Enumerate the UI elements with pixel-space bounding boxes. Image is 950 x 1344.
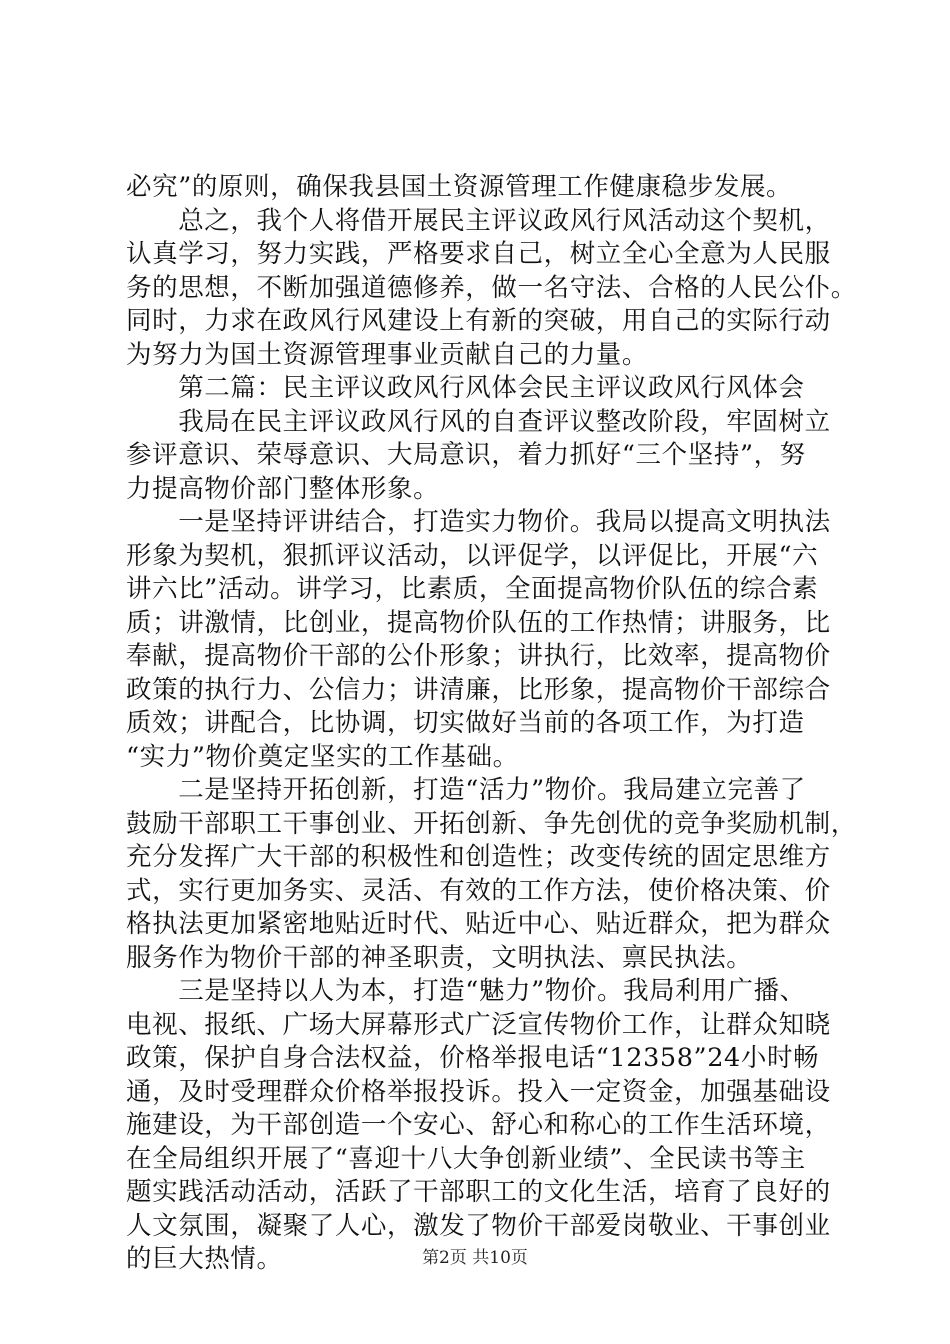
text-line: 形象为契机，狠抓评议活动，以评促学，以评促比，开展“六 — [126, 540, 819, 571]
text-line: 三是坚持以人为本，打造“魅力”物价。我局利用广播、 — [126, 976, 806, 1006]
text-line: 质效；讲配合，比协调，切实做好当前的各项工作，为打造 — [126, 708, 805, 738]
text-line: 必究”的原则，确保我县国土资源管理工作健康稳步发展。 — [126, 172, 793, 202]
text-line: 一是坚持评讲结合，打造实力物价。我局以提高文明执法 — [126, 507, 831, 537]
page-number-footer: 第2页 共10页 — [422, 1248, 528, 1268]
text-line: 服务作为物价干部的神圣职责，文明执法、禀民执法。 — [126, 942, 753, 973]
text-line: 充分发挥广大干部的积极性和创造性；改变传统的固定思维方 — [126, 842, 831, 872]
text-line: 质；讲激情，比创业，提高物价队伍的工作热情；讲服务，比 — [126, 607, 831, 638]
text-line: 的巨大热情。 — [126, 1244, 283, 1274]
text-line: 同时，力求在政风行风建设上有新的突破，用自己的实际行动 — [126, 306, 831, 336]
document-body — [126, 171, 861, 1277]
text-line: 认真学习，努力实践，严格要求自己，树立全心全意为人民服 — [126, 239, 831, 269]
text-line: 政策的执行力、公信力；讲清廉，比形象，提高物价干部综合 — [126, 674, 831, 705]
text-line: 总之，我个人将借开展民主评议政风行风活动这个契机， — [126, 205, 831, 236]
text-line: 为努力为国土资源管理事业贡献自己的力量。 — [126, 339, 649, 370]
text-line: 务的思想，不断加强道德修养，做一名守法、合格的人民公仆。 — [126, 272, 857, 303]
text-line: “实力”物价奠定坚实的工作基础。 — [126, 741, 519, 772]
text-line: 题实践活动活动，活跃了干部职工的文化生活，培育了良好的 — [126, 1177, 831, 1207]
text-line: 施建设，为干部创造一个安心、舒心和称心的工作生活环境， — [126, 1110, 831, 1140]
text-line: 电视、报纸、广场大屏幕形式广泛宣传物价工作，让群众知晓 — [126, 1009, 831, 1040]
text-line: 格执法更加紧密地贴近时代、贴近中心、贴近群众，把为群众 — [126, 909, 831, 939]
text-line: 参评意识、荣辱意识、大局意识，着力抓好“三个坚持”，努 — [126, 440, 806, 470]
text-line: 奉献，提高物价干部的公仆形象；讲执行，比效率，提高物价 — [126, 641, 831, 671]
text-line: 力提高物价部门整体形象。 — [126, 473, 440, 504]
text-line: 政策，保护自身合法权益，价格举报电话“12358”24小时畅 — [126, 1043, 820, 1073]
text-line: 在全局组织开展了“喜迎十八大争创新业绩”、全民读书等主 — [126, 1143, 806, 1174]
text-line: 鼓励干部职工干事创业、开拓创新、争先创优的竞争奖励机制， — [126, 808, 857, 839]
text-line: 二是坚持开拓创新，打造“活力”物价。我局建立完善了 — [126, 775, 806, 805]
text-line: 人文氛围，凝聚了人心，激发了物价干部爱岗敬业、干事创业 — [126, 1210, 831, 1241]
section-heading: 第二篇：民主评议政风行风体会民主评议政风行风体会 — [126, 373, 805, 403]
text-line: 我局在民主评议政风行风的自查评议整改阶段，牢固树立 — [126, 406, 831, 437]
text-line: 式，实行更加务实、灵活、有效的工作方法，使价格决策、价 — [126, 875, 831, 906]
text-line: 讲六比”活动。讲学习，比素质，全面提高物价队伍的综合素 — [126, 574, 819, 604]
text-line: 通，及时受理群众价格举报投诉。投入一定资金，加强基础设 — [126, 1076, 831, 1107]
